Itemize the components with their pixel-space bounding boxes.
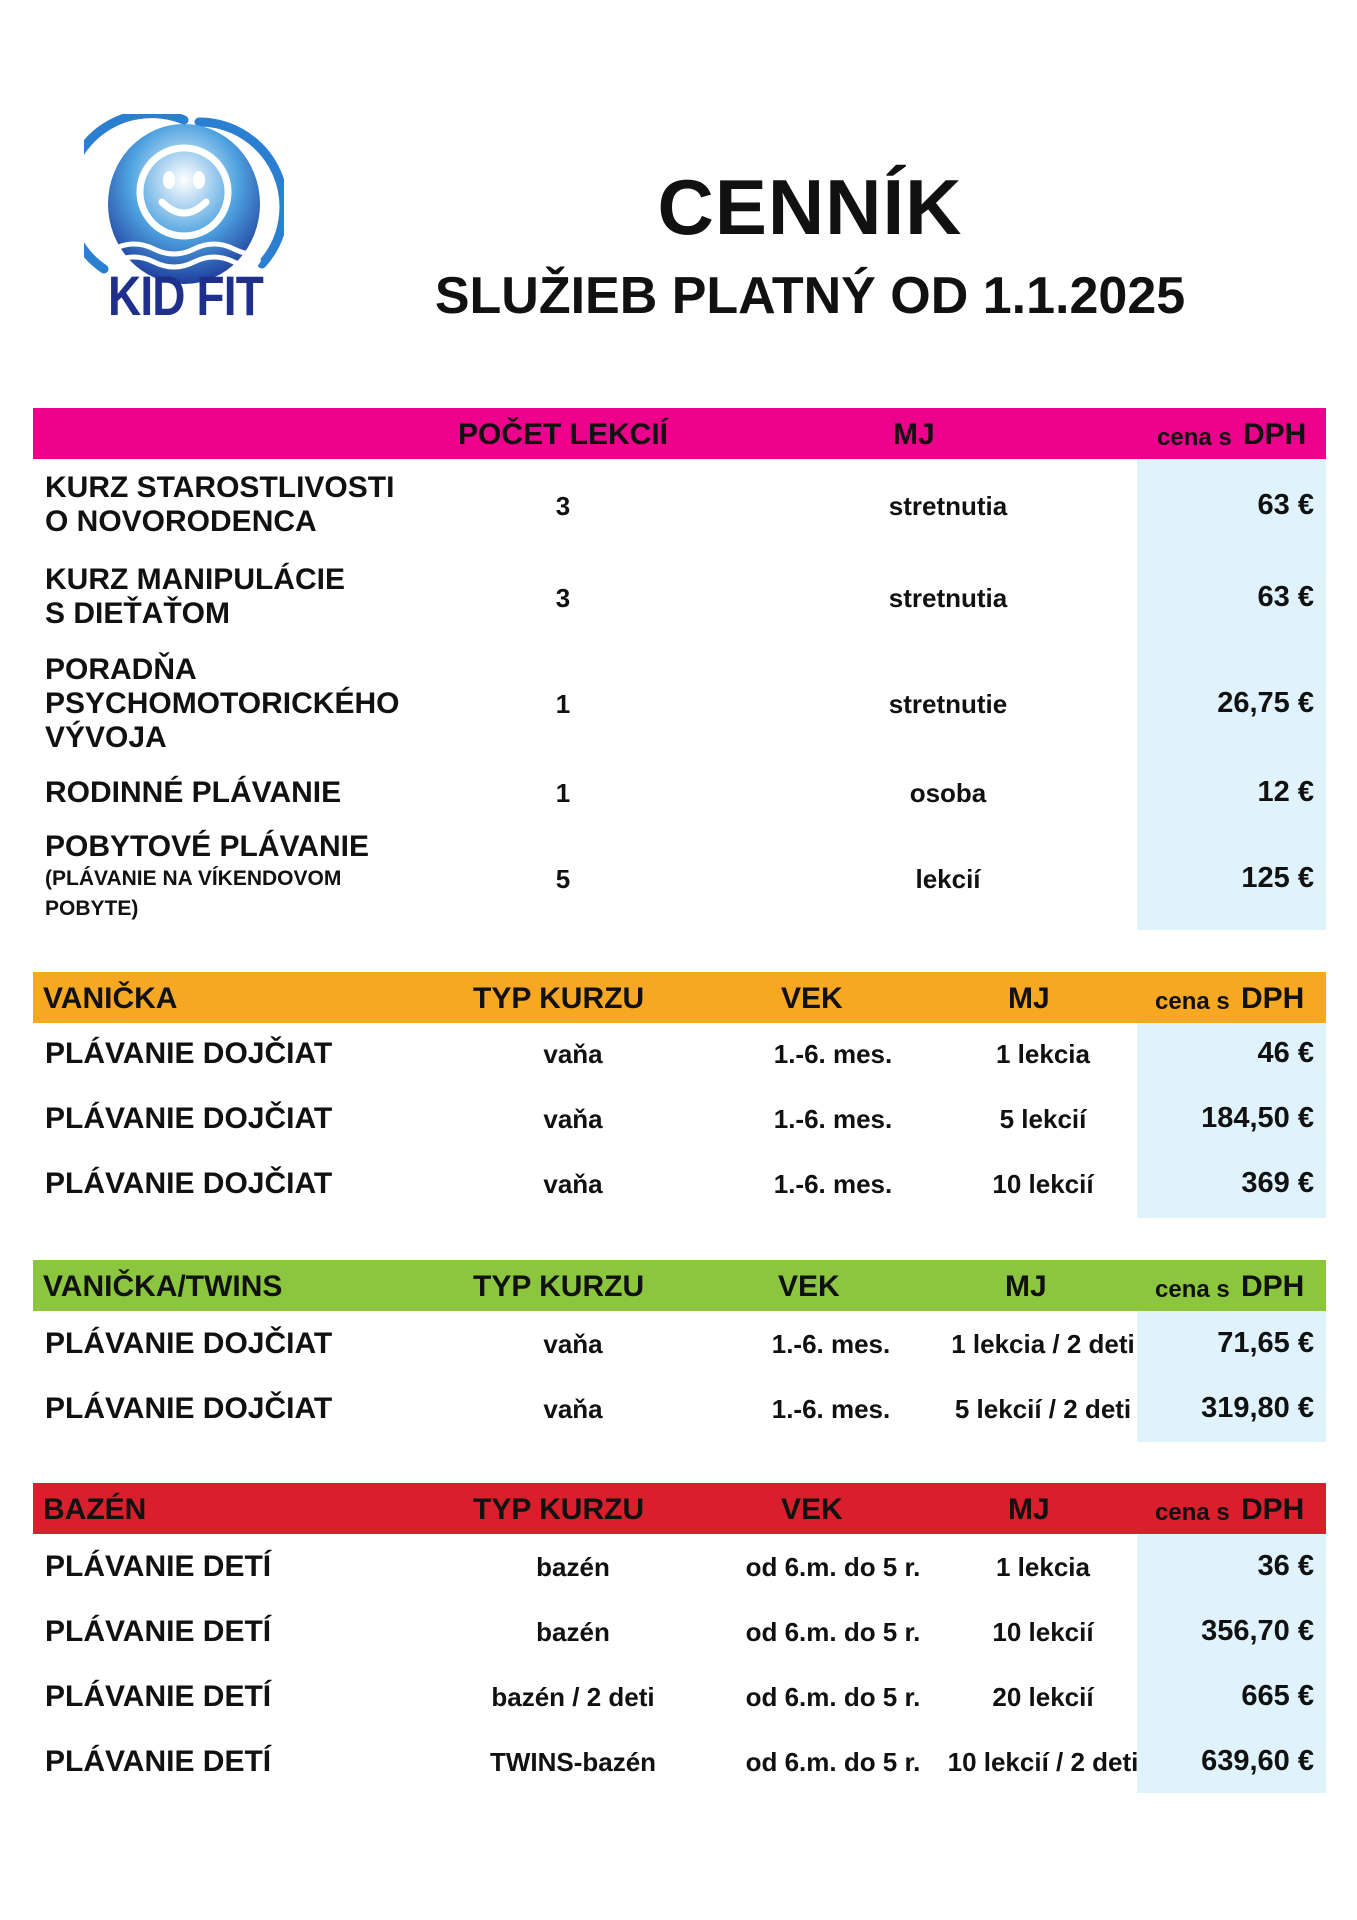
row-name-line: S DIEŤAŤOM: [45, 597, 230, 630]
row-type: bazén / 2 deti: [491, 1682, 655, 1712]
table-row: [33, 1550, 1326, 1590]
row-mj: 20 lekcií: [992, 1682, 1094, 1712]
table-row: [33, 1745, 1326, 1785]
header-price-label: cena s: [1155, 988, 1230, 1015]
row-age: od 6.m. do 5 r.: [745, 1617, 921, 1647]
row-count: 5: [555, 864, 571, 894]
row-count: 1: [555, 689, 571, 719]
row-mj: stretnutie: [888, 689, 1008, 719]
header-count: POČET LEKCIÍ: [458, 418, 669, 451]
row-age: 1.-6. mes.: [773, 1104, 893, 1134]
header-section-name: VANIČKA: [43, 982, 178, 1015]
header-age: VEK: [778, 1270, 840, 1303]
row-type: vaňa: [543, 1039, 603, 1069]
header-price-label: cena s: [1155, 1276, 1230, 1303]
row-name-line: VÝVOJA: [45, 721, 167, 754]
section-courses: [33, 408, 1326, 930]
row-age: 1.-6. mes.: [771, 1329, 891, 1359]
table-row: [33, 1615, 1326, 1655]
row-type: vaňa: [543, 1394, 603, 1424]
row-price: 369 €: [1241, 1167, 1314, 1199]
section-bazen: [33, 1483, 1326, 1793]
header-mj: MJ: [1005, 1270, 1047, 1303]
header-mj: MJ: [1008, 1493, 1050, 1526]
row-name: PLÁVANIE DOJČIAT: [45, 1392, 333, 1425]
table-row: [33, 1167, 1326, 1207]
row-price: 36 €: [1257, 1550, 1314, 1582]
row-type: bazén: [536, 1617, 610, 1647]
row-count: 3: [555, 491, 571, 521]
header-section-name: VANIČKA/TWINS: [43, 1270, 283, 1303]
table-row: [33, 1327, 1326, 1367]
row-name-line: POBYTOVÉ PLÁVANIE: [45, 830, 369, 863]
row-type: vaňa: [543, 1169, 603, 1199]
row-type: vaňa: [543, 1104, 603, 1134]
row-type: TWINS-bazén: [489, 1747, 657, 1777]
row-mj: stretnutia: [888, 583, 1008, 613]
header-mj: MJ: [1008, 982, 1050, 1015]
row-age: 1.-6. mes.: [773, 1039, 893, 1069]
section-header: [33, 1260, 1326, 1311]
row-name: PLÁVANIE DETÍ: [45, 1745, 272, 1778]
row-mj: stretnutia: [888, 491, 1008, 521]
row-price: 46 €: [1257, 1037, 1314, 1069]
row-price: 184,50 €: [1201, 1102, 1314, 1134]
row-mj: 10 lekcií: [992, 1617, 1094, 1647]
table-row: [33, 1102, 1326, 1142]
row-type: bazén: [536, 1552, 610, 1582]
row-name: PLÁVANIE DETÍ: [45, 1615, 272, 1648]
row-name-line: KURZ MANIPULÁCIE: [45, 563, 345, 596]
logo-text: KID FIT: [108, 264, 263, 327]
row-price: 639,60 €: [1201, 1745, 1314, 1777]
header-price-dph: DPH: [1243, 418, 1307, 451]
header-price-dph: DPH: [1241, 982, 1305, 1015]
row-price: 319,80 €: [1201, 1392, 1314, 1424]
table-row: [33, 776, 1326, 816]
table-row: [33, 563, 1326, 643]
row-name-line: PSYCHOMOTORICKÉHO: [45, 687, 400, 720]
row-type: vaňa: [543, 1329, 603, 1359]
table-row: [33, 471, 1326, 551]
row-name: PLÁVANIE DETÍ: [45, 1550, 272, 1583]
table-row: [33, 1392, 1326, 1432]
row-price: 665 €: [1241, 1680, 1314, 1712]
row-price: 63 €: [1257, 489, 1314, 521]
header-price-dph: DPH: [1241, 1270, 1305, 1303]
row-mj: lekcií: [915, 864, 981, 894]
header-type: TYP KURZU: [473, 1270, 645, 1303]
row-age: od 6.m. do 5 r.: [745, 1682, 921, 1712]
section-header: [33, 1483, 1326, 1534]
row-name: PLÁVANIE DETÍ: [45, 1680, 272, 1713]
section-vanicka: [33, 972, 1326, 1218]
table-row: [33, 1680, 1326, 1720]
section-header: [33, 408, 1326, 459]
row-age: 1.-6. mes.: [771, 1394, 891, 1424]
header-age: VEK: [781, 982, 843, 1015]
section-header: [33, 972, 1326, 1023]
page-title: CENNÍK: [657, 163, 963, 251]
row-price: 63 €: [1257, 581, 1314, 613]
header-price-dph: DPH: [1241, 1493, 1305, 1526]
table-row: [33, 830, 1326, 930]
row-price: 356,70 €: [1201, 1615, 1314, 1647]
row-count: 1: [555, 778, 571, 808]
section-vanicka-twins: [33, 1260, 1326, 1442]
header-price-label: cena s: [1157, 424, 1232, 451]
header-age: VEK: [781, 1493, 843, 1526]
row-age: od 6.m. do 5 r.: [745, 1747, 921, 1777]
page-subtitle: SLUŽIEB PLATNÝ OD 1.1.2025: [434, 267, 1186, 325]
header-type: TYP KURZU: [473, 982, 645, 1015]
row-name-line: O NOVORODENCA: [45, 505, 317, 538]
row-price: 71,65 €: [1217, 1327, 1314, 1359]
header-type: TYP KURZU: [473, 1493, 645, 1526]
row-note: (PLÁVANIE NA VÍKENDOVOM: [45, 867, 342, 890]
row-mj: osoba: [909, 778, 987, 808]
row-age: 1.-6. mes.: [773, 1169, 893, 1199]
row-mj: 1 lekcia: [996, 1039, 1090, 1069]
row-mj: 10 lekcií / 2 deti: [947, 1747, 1139, 1777]
header-mj: MJ: [893, 418, 935, 451]
header-section-name: BAZÉN: [43, 1493, 147, 1526]
row-name-line: PORADŇA: [45, 653, 197, 686]
row-mj: 5 lekcií: [999, 1104, 1087, 1134]
row-age: od 6.m. do 5 r.: [745, 1552, 921, 1582]
row-mj: 1 lekcia / 2 deti: [951, 1329, 1135, 1359]
table-row: [33, 1037, 1326, 1077]
row-price: 26,75 €: [1217, 687, 1314, 719]
row-price: 125 €: [1241, 862, 1314, 894]
row-name: PLÁVANIE DOJČIAT: [45, 1102, 333, 1135]
row-name-line: KURZ STAROSTLIVOSTI: [45, 471, 395, 504]
row-mj: 1 lekcia: [996, 1552, 1090, 1582]
row-name: PLÁVANIE DOJČIAT: [45, 1037, 333, 1070]
row-count: 3: [555, 583, 571, 613]
row-mj: 5 lekcií / 2 deti: [954, 1394, 1132, 1424]
row-mj: 10 lekcií: [992, 1169, 1094, 1199]
row-price: 12 €: [1257, 776, 1314, 808]
row-name: RODINNÉ PLÁVANIE: [45, 776, 342, 809]
row-name: PLÁVANIE DOJČIAT: [45, 1167, 333, 1200]
row-note: POBYTE): [45, 897, 139, 920]
header-price-label: cena s: [1155, 1499, 1230, 1526]
table-row: [33, 653, 1326, 763]
row-name: PLÁVANIE DOJČIAT: [45, 1327, 333, 1360]
